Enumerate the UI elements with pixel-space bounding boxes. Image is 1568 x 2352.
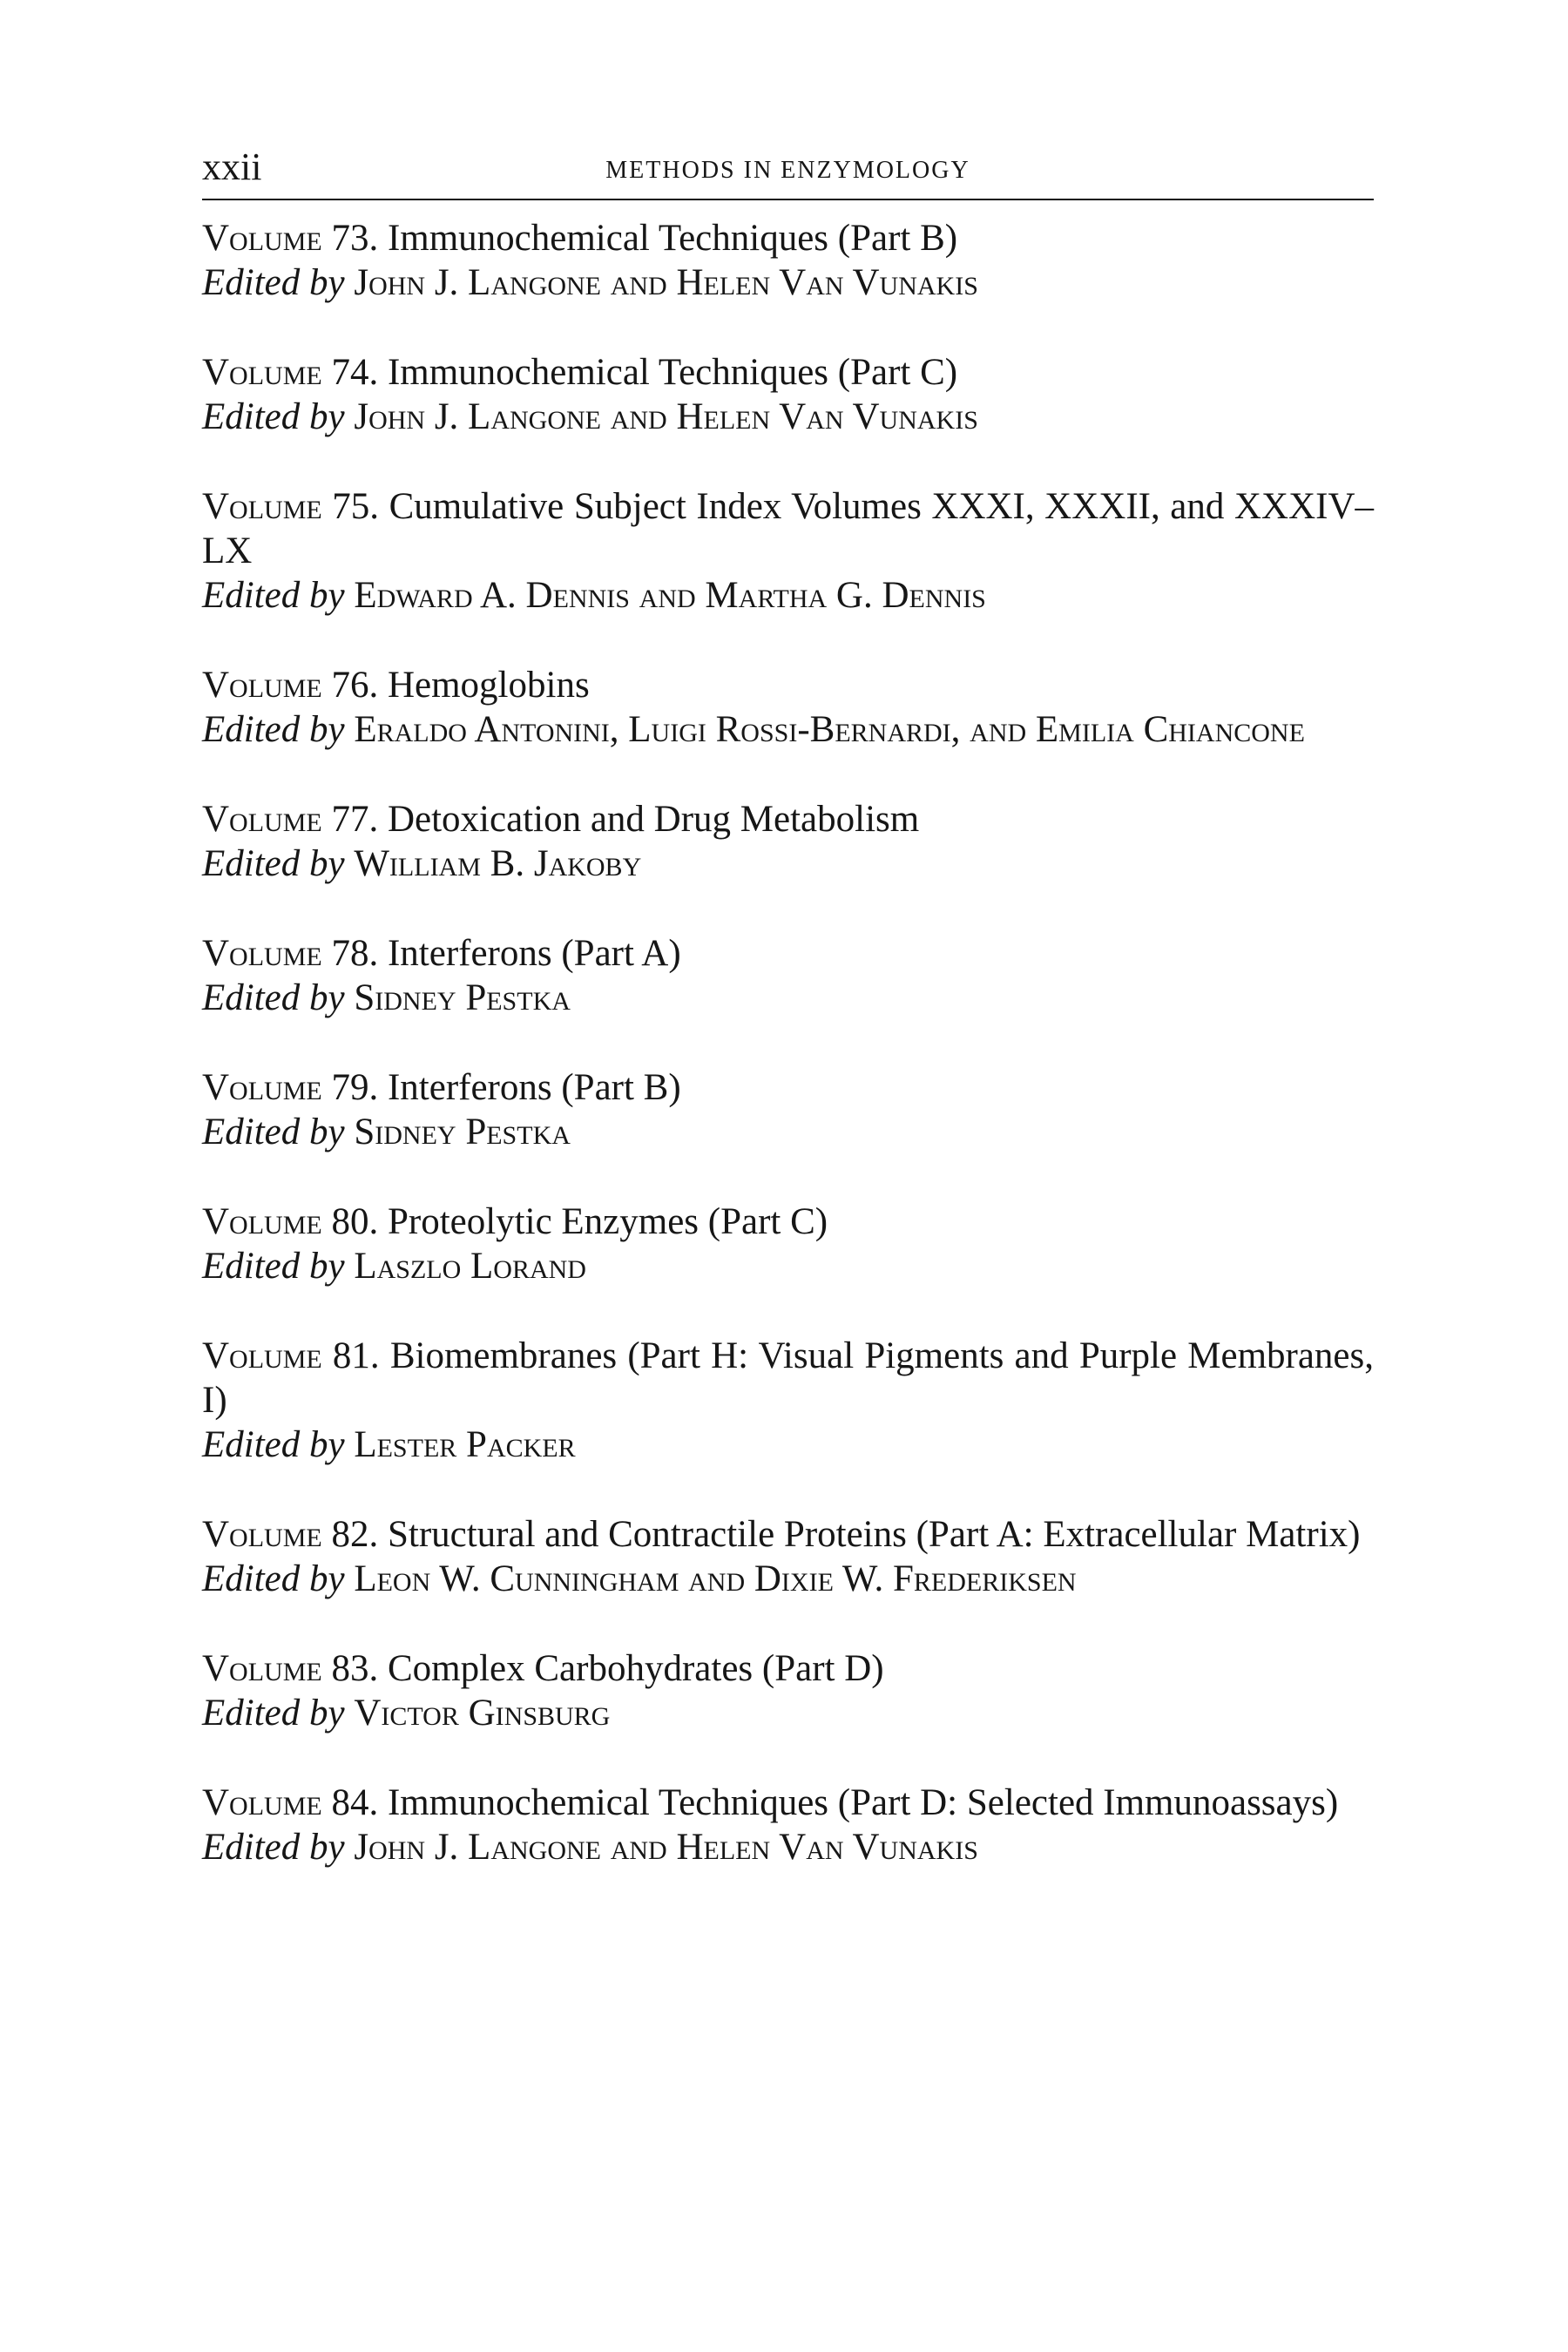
editor-line: [202, 1825, 1374, 1869]
volume-title: Immunochemical Techniques (Part D: Selected Immunoassays): [387, 1782, 1339, 1823]
editor-names: Sidney Pestka: [354, 977, 571, 1018]
edited-by-label: Edited by: [202, 977, 345, 1018]
editor-names: William B. Jakoby: [354, 843, 642, 884]
editor-line: [202, 1244, 1374, 1288]
volume-number: Volume 80.: [202, 1201, 379, 1242]
editor-names: Edward A. Dennis and Martha G. Dennis: [354, 575, 986, 616]
volume-heading: [202, 663, 1374, 707]
volume-title: Interferons (Part A): [387, 933, 681, 974]
edited-by-label: Edited by: [202, 262, 345, 303]
editor-line: [202, 707, 1374, 752]
volume-heading: [202, 1646, 1374, 1691]
volume-number: Volume 76.: [202, 665, 379, 706]
editor-names: Sidney Pestka: [354, 1112, 571, 1152]
editor-line: [202, 976, 1374, 1020]
editor-line: [202, 1691, 1374, 1735]
volume-entry: [202, 1781, 1374, 1869]
volume-entry: [202, 484, 1374, 618]
volume-heading: [202, 1512, 1374, 1557]
edited-by-label: Edited by: [202, 1558, 345, 1599]
editor-names: John J. Langone and Helen Van Vunakis: [354, 262, 978, 303]
volume-number: Volume 74.: [202, 352, 379, 393]
volume-number: Volume 82.: [202, 1514, 379, 1555]
volume-heading: [202, 1200, 1374, 1244]
volume-heading: [202, 484, 1374, 573]
volume-title: Complex Carbohydrates (Part D): [387, 1648, 884, 1689]
editor-names: Laszlo Lorand: [354, 1246, 586, 1287]
page-number: xxii: [202, 145, 262, 188]
volume-title: Immunochemical Techniques (Part C): [387, 352, 958, 393]
volume-number: Volume 73.: [202, 218, 379, 259]
volume-heading: [202, 1334, 1374, 1423]
volume-entry: [202, 1512, 1374, 1601]
volume-number: Volume 79.: [202, 1067, 379, 1108]
volume-entry: [202, 931, 1374, 1020]
editor-line: [202, 573, 1374, 618]
volume-title: Detoxication and Drug Metabolism: [387, 799, 920, 840]
volume-title: Interferons (Part B): [387, 1067, 681, 1108]
edited-by-label: Edited by: [202, 709, 345, 750]
volume-title: Biomembranes (Part H: Visual Pigments and Purple Membranes, I): [202, 1335, 1374, 1421]
volume-heading: [202, 350, 1374, 395]
editor-names: Lester Packer: [354, 1424, 576, 1465]
volume-entry: [202, 797, 1374, 886]
volume-heading: [202, 931, 1374, 976]
edited-by-label: Edited by: [202, 1827, 345, 1868]
editor-line: [202, 260, 1374, 305]
editor-names: John J. Langone and Helen Van Vunakis: [354, 1827, 978, 1868]
volume-heading: [202, 1065, 1374, 1110]
editor-line: [202, 395, 1374, 439]
volume-entry: [202, 1334, 1374, 1467]
volume-title: Structural and Contractile Proteins (Part A: Extracellular Matrix): [387, 1514, 1361, 1555]
volume-entry: [202, 1065, 1374, 1154]
volume-number: Volume 81.: [202, 1335, 380, 1376]
volume-heading: [202, 1781, 1374, 1825]
volume-number: Volume 78.: [202, 933, 379, 974]
volume-heading: [202, 216, 1374, 260]
editor-line: [202, 1557, 1374, 1601]
volume-number: Volume 84.: [202, 1782, 379, 1823]
edited-by-label: Edited by: [202, 396, 345, 437]
running-title: METHODS IN ENZYMOLOGY: [605, 157, 970, 184]
edited-by-label: Edited by: [202, 1693, 345, 1734]
editor-line: [202, 1110, 1374, 1154]
editor-names: Victor Ginsburg: [354, 1693, 611, 1734]
volume-entry: [202, 663, 1374, 752]
edited-by-label: Edited by: [202, 1424, 345, 1465]
editor-names: John J. Langone and Helen Van Vunakis: [354, 396, 978, 437]
volume-entry: [202, 216, 1374, 305]
volume-entry: [202, 1200, 1374, 1288]
edited-by-label: Edited by: [202, 843, 345, 884]
volume-list: [202, 216, 1374, 1869]
edited-by-label: Edited by: [202, 575, 345, 616]
editor-names: Eraldo Antonini, Luigi Rossi-Bernardi, and Emilia Chiancone: [354, 709, 1305, 750]
volume-number: Volume 77.: [202, 799, 379, 840]
volume-heading: [202, 797, 1374, 841]
volume-title: Hemoglobins: [387, 665, 590, 706]
edited-by-label: Edited by: [202, 1246, 345, 1287]
volume-number: Volume 75.: [202, 486, 380, 527]
volume-entry: [202, 350, 1374, 439]
header-rule: [202, 199, 1374, 200]
volume-title: Proteolytic Enzymes (Part C): [387, 1201, 828, 1242]
edited-by-label: Edited by: [202, 1112, 345, 1152]
volume-entry: [202, 1646, 1374, 1735]
volume-title: Cumulative Subject Index Volumes XXXI, XXXII, and XXXIV–LX: [202, 486, 1374, 571]
volume-title: Immunochemical Techniques (Part B): [387, 218, 958, 259]
volume-number: Volume 83.: [202, 1648, 379, 1689]
editor-line: [202, 841, 1374, 886]
running-head: [202, 139, 1374, 195]
editor-line: [202, 1423, 1374, 1467]
editor-names: Leon W. Cunningham and Dixie W. Frederiksen: [354, 1558, 1077, 1599]
